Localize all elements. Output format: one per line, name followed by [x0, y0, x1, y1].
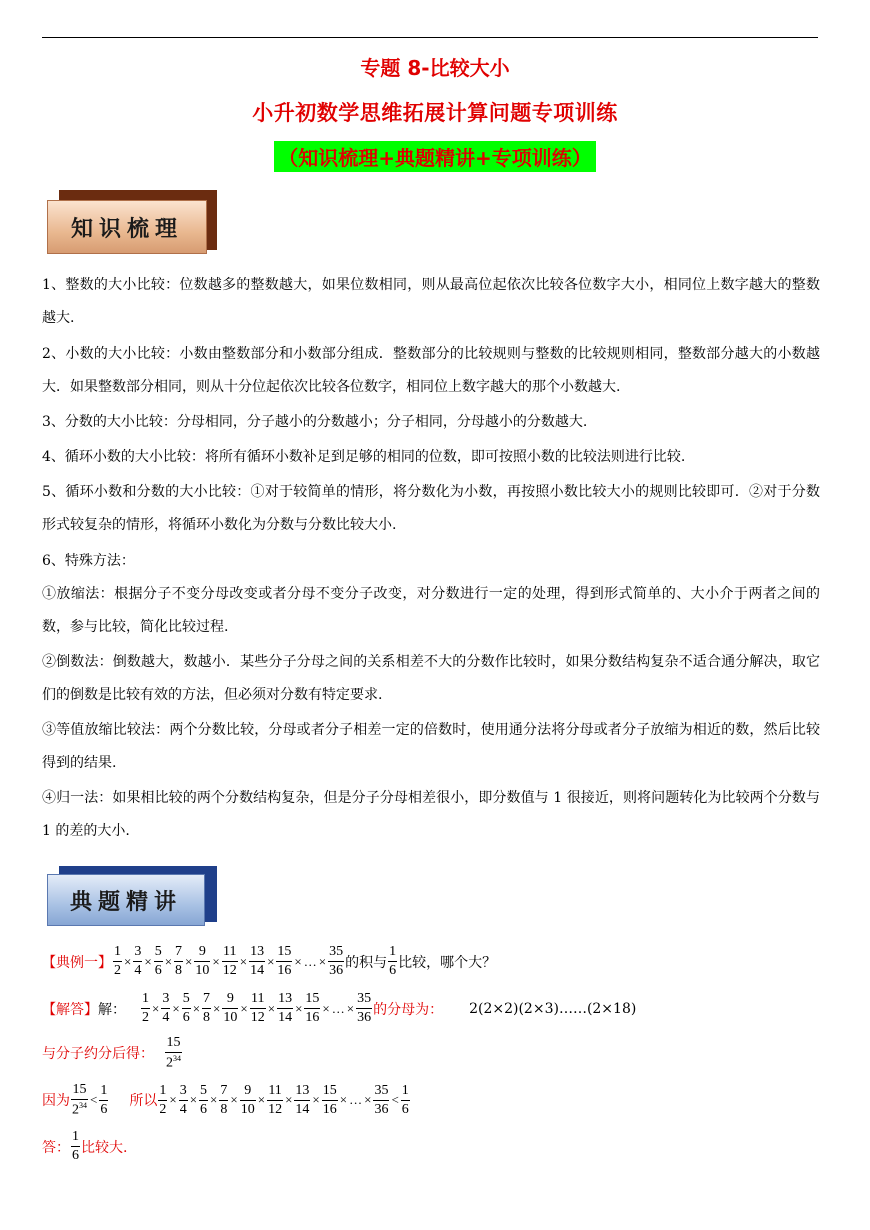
power-base: 2: [72, 1102, 79, 1118]
compare-fraction: [99, 1084, 108, 1117]
fraction-denominator: 8: [220, 1101, 228, 1117]
knowledge-item-5: 5、循环小数和分数的大小比较：①对于较简单的情形，将分数化为小数，再按照小数比较大小的规则比较即可．②对于分数形式较复杂的情形，将循环小数化为分数与分数比较大小.: [42, 484, 820, 533]
fraction-numerator: 15: [322, 1082, 337, 1098]
fraction-denominator: 16: [277, 963, 292, 978]
times-sign: ×: [312, 1092, 320, 1108]
fraction: [294, 1084, 310, 1117]
fraction-numerator: 11: [250, 991, 265, 1006]
fraction-denominator: 6: [389, 963, 397, 978]
knowledge-item-2: 2、小数的大小比较：小数由整数部分和小数部分组成．整数部分的比较规则与整数的比较规则相同，整数部分越大的小数越大．如果整数部分相同，则从十分位起依次比较各位数字，相同位上数字越大的那个小数越大.: [42, 346, 820, 395]
fraction-denominator: 2: [142, 1010, 149, 1025]
fraction-denominator: 4: [162, 1010, 170, 1025]
fraction: [277, 992, 293, 1025]
fraction-numerator: 1: [100, 1082, 108, 1098]
example-1-question: [42, 945, 496, 978]
product-sequence: [112, 945, 345, 978]
reduced-fraction: [165, 1036, 182, 1071]
fraction-numerator: 15: [277, 944, 292, 959]
fraction-numerator: 1: [401, 1082, 409, 1098]
fraction-denominator: 16: [305, 1010, 320, 1025]
fraction-numerator: 9: [198, 944, 206, 959]
times-sign: ×: [124, 953, 132, 969]
denominator-note: 的分母为：: [373, 1001, 444, 1018]
method-unity: ④归一法：如果相比较的两个分数结构复杂，但是分子分母相差很小，即分数值与 1 很接近，则将问题转化为比较两个分数与 1 的差的大小.: [42, 790, 820, 839]
fraction-denominator: [71, 1099, 88, 1118]
times-sign: ×: [322, 1000, 330, 1016]
fraction-denominator: 6: [72, 1148, 79, 1163]
fraction-denominator: 4: [134, 963, 142, 978]
times-sign: ×: [285, 1092, 293, 1108]
fraction-denominator: 12: [222, 963, 237, 978]
times-sign: ×: [210, 1092, 218, 1108]
fraction-denominator: 8: [175, 963, 183, 978]
fraction: [141, 992, 150, 1025]
title-line-3: （知识梳理+典题精讲+专项训练）: [274, 141, 596, 172]
fraction: [179, 1084, 188, 1117]
fraction: [194, 945, 210, 978]
times-sign: ×: [295, 1000, 303, 1016]
example-label: 【典例一】: [42, 954, 112, 971]
times-sign: ×: [172, 1000, 180, 1016]
times-sign: ×: [164, 953, 173, 969]
fraction: [113, 945, 122, 978]
fraction-numerator: 1: [72, 1129, 79, 1144]
less-than-sign: <: [90, 1092, 98, 1108]
times-sign: ×: [239, 953, 248, 969]
times-sign: ×: [240, 1000, 248, 1016]
fraction-numerator: 7: [220, 1082, 228, 1098]
final-suffix: 比较大.: [81, 1139, 128, 1156]
times-sign: ×: [152, 1000, 160, 1016]
fraction: [276, 945, 292, 978]
power-exponent: 34: [173, 1054, 181, 1063]
because-text: 因为: [42, 1093, 70, 1110]
fraction-denominator: 6: [401, 1101, 409, 1117]
badge-label: 典题精讲: [47, 874, 205, 926]
fraction: [133, 945, 142, 978]
ellipsis: …: [349, 1092, 363, 1108]
times-sign: ×: [185, 953, 193, 969]
reduced-fraction: [71, 1083, 88, 1118]
fraction-numerator: 13: [250, 944, 265, 959]
reduced-line: [42, 1036, 183, 1071]
times-sign: ×: [213, 1000, 221, 1016]
fraction-numerator: 15: [305, 991, 320, 1006]
fraction-denominator: 14: [250, 963, 265, 978]
fraction: [328, 945, 344, 978]
times-sign: ×: [230, 1092, 238, 1108]
denominator-expression: 2(2×2)(2×3)……(2×18): [469, 1000, 637, 1017]
fraction: [222, 992, 238, 1025]
times-sign: ×: [212, 953, 220, 969]
times-sign: ×: [364, 1092, 372, 1108]
fraction-denominator: 6: [100, 1101, 108, 1117]
ellipsis: …: [331, 1000, 345, 1016]
fraction: [373, 1084, 389, 1117]
fraction: [267, 1084, 283, 1117]
times-sign: ×: [267, 953, 275, 969]
fraction-denominator: 36: [329, 963, 344, 978]
fraction-numerator: 3: [162, 991, 170, 1006]
knowledge-section-badge: [47, 190, 217, 254]
fraction-numerator: 35: [329, 944, 344, 959]
fraction-numerator: 1: [142, 991, 149, 1006]
method-equal-scaling: ③等值放缩比较法：两个分数比较，分母或者分子相差一定的倍数时，使用通分法将分母或者分子放缩为相近的数，然后比较得到的结果.: [42, 722, 820, 771]
answer-label: 【解答】: [42, 1001, 98, 1018]
question-mid-text: 的积与: [345, 954, 388, 971]
power-exponent: 34: [79, 1101, 87, 1110]
fraction-numerator: 5: [182, 991, 190, 1006]
badge-label: 知识梳理: [47, 200, 207, 254]
question-end-text: 比较，哪个大？: [398, 954, 497, 971]
fraction-numerator: 13: [278, 991, 293, 1006]
fraction-numerator: 7: [175, 944, 183, 959]
fraction-numerator: 35: [357, 991, 372, 1006]
times-sign: ×: [192, 1000, 201, 1016]
fraction: [161, 992, 170, 1025]
fraction: [199, 1084, 208, 1117]
knowledge-item-3: 3、分数的大小比较：分母相同，分子越小的分数越小；分子相同，分母越小的分数越大.: [42, 414, 588, 430]
fraction-denominator: 12: [250, 1010, 265, 1025]
fraction: [202, 992, 211, 1025]
knowledge-item-6: 6、特殊方法：: [42, 553, 135, 569]
answer-line: [42, 992, 636, 1025]
fraction-numerator: 11: [222, 944, 237, 959]
knowledge-item-1: 1、整数的大小比较：位数越多的整数越大，如果位数相同，则从最高位起依次比较各位数字大小，相同位上数字越大的整数越大.: [42, 277, 820, 326]
header-rule: [42, 37, 818, 38]
fraction-numerator: 1: [159, 1082, 167, 1098]
fraction-denominator: 10: [223, 1010, 238, 1025]
fraction-denominator: 10: [240, 1101, 255, 1117]
fraction: [222, 945, 238, 978]
fraction-numerator: 9: [244, 1082, 252, 1098]
fraction: [304, 992, 320, 1025]
fraction: [158, 1084, 167, 1117]
power-base: 2: [166, 1055, 173, 1071]
times-sign: ×: [144, 953, 152, 969]
title-line-2: 小升初数学思维拓展计算问题专项训练: [252, 101, 618, 125]
fraction-denominator: 6: [200, 1101, 208, 1117]
fraction-denominator: 4: [179, 1101, 187, 1117]
fraction-numerator: 3: [179, 1082, 187, 1098]
times-sign: ×: [189, 1092, 198, 1108]
fraction-numerator: 1: [389, 944, 397, 959]
final-answer-line: [42, 1130, 127, 1163]
fraction: [322, 1084, 338, 1117]
fraction-denominator: 2: [114, 963, 121, 978]
fraction-numerator: 35: [374, 1082, 389, 1098]
fraction-denominator: [165, 1052, 182, 1071]
title-line-1: 专题 8-比较大小: [360, 56, 510, 80]
answer-prefix: 解：: [98, 1001, 126, 1018]
ellipsis: …: [303, 953, 317, 969]
fraction-numerator: 9: [226, 991, 234, 1006]
compare-fraction: [401, 1084, 410, 1117]
times-sign: ×: [294, 953, 302, 969]
method-reciprocal: ②倒数法：倒数越大，数越小．某些分子分母之间的关系相差不大的分数作比较时，如果分数结构复杂不适合通分解决，取它们的倒数是比较有效的方法，但必须对分数有特定要求.: [42, 654, 820, 703]
fraction-denominator: 14: [278, 1010, 293, 1025]
knowledge-item-4: 4、循环小数的大小比较：将所有循环小数补足到足够的相同的位数，即可按照小数的比较法则进行比较.: [42, 449, 686, 465]
fraction: [154, 945, 163, 978]
fraction-numerator: 15: [72, 1082, 87, 1097]
reduced-label: 与分子约分后得：: [42, 1046, 154, 1063]
times-sign: ×: [169, 1092, 177, 1108]
fraction-denominator: 14: [295, 1101, 310, 1117]
less-than-sign: <: [391, 1092, 399, 1108]
fraction-numerator: 3: [134, 944, 142, 959]
method-scaling: ①放缩法：根据分子不变分母改变或者分母不变分子改变，对分数进行一定的处理，得到形式简单的、大小介于两者之间的数，参与比较，简化比较过程.: [42, 586, 820, 635]
fraction-denominator: 12: [268, 1101, 283, 1117]
times-sign: ×: [339, 1092, 348, 1108]
fraction-numerator: 11: [268, 1082, 282, 1098]
fraction-numerator: 15: [166, 1035, 181, 1050]
fraction-numerator: 7: [203, 991, 211, 1006]
fraction-numerator: 5: [154, 944, 162, 959]
fraction-numerator: 13: [295, 1082, 310, 1098]
fraction-denominator: 36: [374, 1101, 389, 1117]
fraction: [174, 945, 183, 978]
fraction-denominator: 8: [203, 1010, 211, 1025]
fraction: [249, 945, 265, 978]
times-sign: ×: [257, 1092, 266, 1108]
fraction: [219, 1084, 228, 1117]
compare-fraction: [388, 945, 397, 978]
comparison-line: [42, 1083, 411, 1118]
product-sequence: [140, 992, 373, 1025]
fraction-denominator: 36: [357, 1010, 372, 1025]
title-line-3-wrap: [0, 141, 870, 172]
fraction-denominator: 2: [159, 1101, 167, 1117]
fraction: [182, 992, 191, 1025]
compare-fraction: [71, 1130, 80, 1163]
fraction-denominator: 6: [182, 1010, 190, 1025]
examples-section-badge: [47, 866, 217, 926]
fraction-numerator: 5: [200, 1082, 208, 1098]
final-prefix: 答：: [42, 1139, 70, 1156]
times-sign: ×: [318, 953, 327, 969]
fraction-denominator: 6: [154, 963, 162, 978]
fraction-denominator: 10: [195, 963, 210, 978]
fraction: [250, 992, 266, 1025]
therefore-text: 所以: [129, 1093, 158, 1110]
product-sequence: [157, 1084, 390, 1117]
times-sign: ×: [346, 1000, 355, 1016]
fraction: [356, 992, 372, 1025]
fraction-numerator: 1: [114, 944, 121, 959]
times-sign: ×: [267, 1000, 276, 1016]
fraction: [240, 1084, 256, 1117]
fraction-denominator: 16: [322, 1101, 337, 1117]
